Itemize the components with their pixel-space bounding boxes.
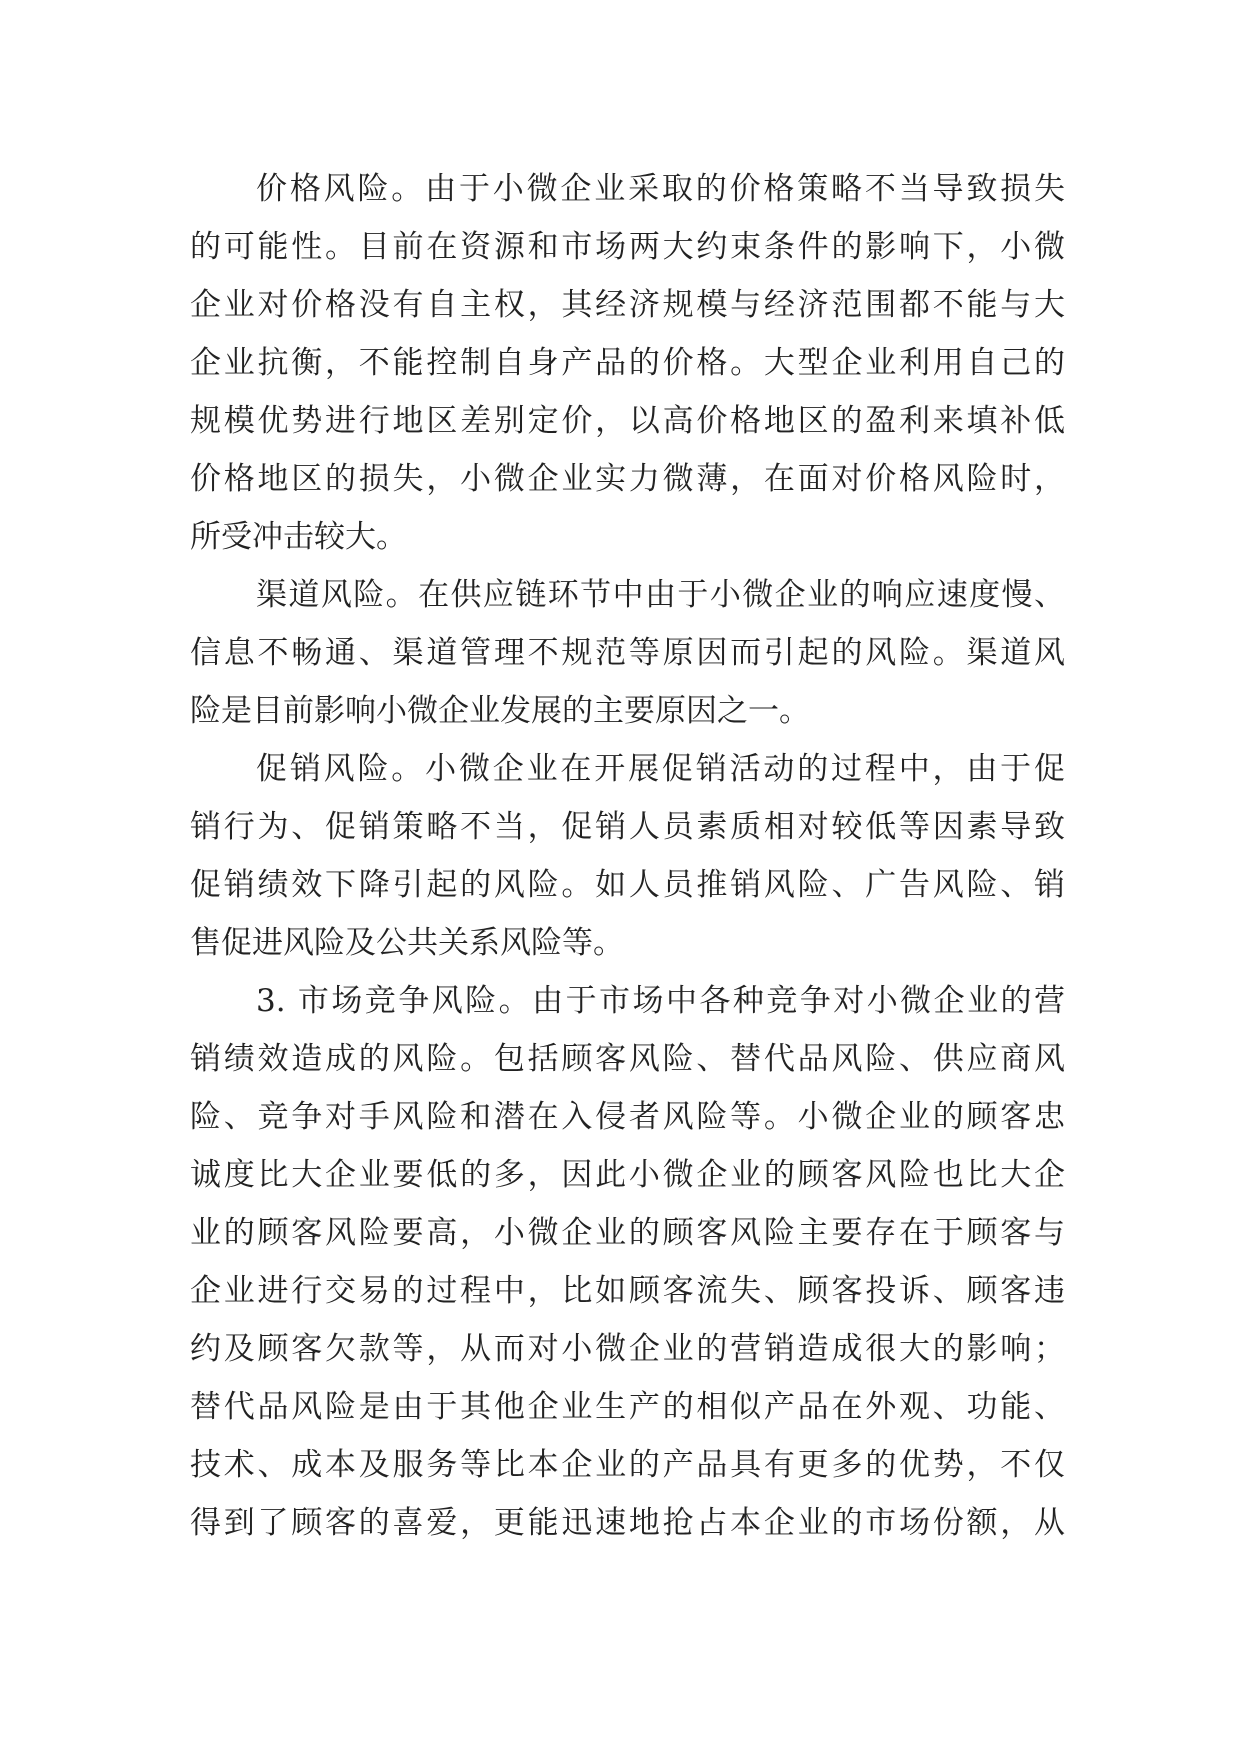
paragraph-promotion-risk <box>190 740 1065 972</box>
body-text <box>190 160 1065 1552</box>
text-line: 价格地区的损失，小微企业实力微薄，在面对价格风险时， <box>190 461 1065 497</box>
text-line: 技术、成本及服务等比本企业的产品具有更多的优势，不仅 <box>190 1447 1065 1483</box>
paragraph-channel-risk <box>190 566 1065 740</box>
text-line: 企业对价格没有自主权，其经济规模与经济范围都不能与大 <box>190 287 1065 323</box>
text-line: 诚度比大企业要低的多，因此小微企业的顾客风险也比大企 <box>190 1157 1065 1193</box>
paragraph-market-competition-risk <box>190 972 1065 1552</box>
text-line: 得到了顾客的喜爱，更能迅速地抢占本企业的市场份额，从 <box>190 1505 1065 1541</box>
text-line: 销绩效造成的风险。包括顾客风险、替代品风险、供应商风 <box>190 1041 1065 1077</box>
text-line: 的可能性。目前在资源和市场两大约束条件的影响下，小微 <box>190 229 1065 265</box>
text-line: 促销绩效下降引起的风险。如人员推销风险、广告风险、销 <box>190 867 1065 903</box>
text-line: 企业进行交易的过程中，比如顾客流失、顾客投诉、顾客违 <box>190 1273 1065 1309</box>
text-line: 促销风险。小微企业在开展促销活动的过程中，由于促 <box>256 751 1065 787</box>
text-line: 所受冲击较大。 <box>190 519 407 555</box>
text-line: 售促进风险及公共关系风险等。 <box>190 925 624 961</box>
text-line: 销行为、促销策略不当，促销人员素质相对较低等因素导致 <box>190 809 1065 845</box>
text-line: 渠道风险。在供应链环节中由于小微企业的响应速度慢、 <box>256 577 1065 613</box>
text-line: 3. 市场竞争风险。由于市场中各种竞争对小微企业的营 <box>256 983 1065 1019</box>
text-line: 险、竞争对手风险和潜在入侵者风险等。小微企业的顾客忠 <box>190 1099 1065 1135</box>
text-line: 价格风险。由于小微企业采取的价格策略不当导致损失 <box>256 171 1065 207</box>
text-line: 替代品风险是由于其他企业生产的相似产品在外观、功能、 <box>190 1389 1065 1425</box>
text-line: 约及顾客欠款等，从而对小微企业的营销造成很大的影响； <box>190 1331 1065 1367</box>
text-line: 企业抗衡，不能控制自身产品的价格。大型企业利用自己的 <box>190 345 1065 381</box>
paragraph-price-risk <box>190 160 1065 566</box>
text-line: 业的顾客风险要高，小微企业的顾客风险主要存在于顾客与 <box>190 1215 1065 1251</box>
text-line: 信息不畅通、渠道管理不规范等原因而引起的风险。渠道风 <box>190 635 1065 671</box>
text-line: 险是目前影响小微企业发展的主要原因之一。 <box>190 693 810 729</box>
text-line: 规模优势进行地区差别定价，以高价格地区的盈利来填补低 <box>190 403 1065 439</box>
